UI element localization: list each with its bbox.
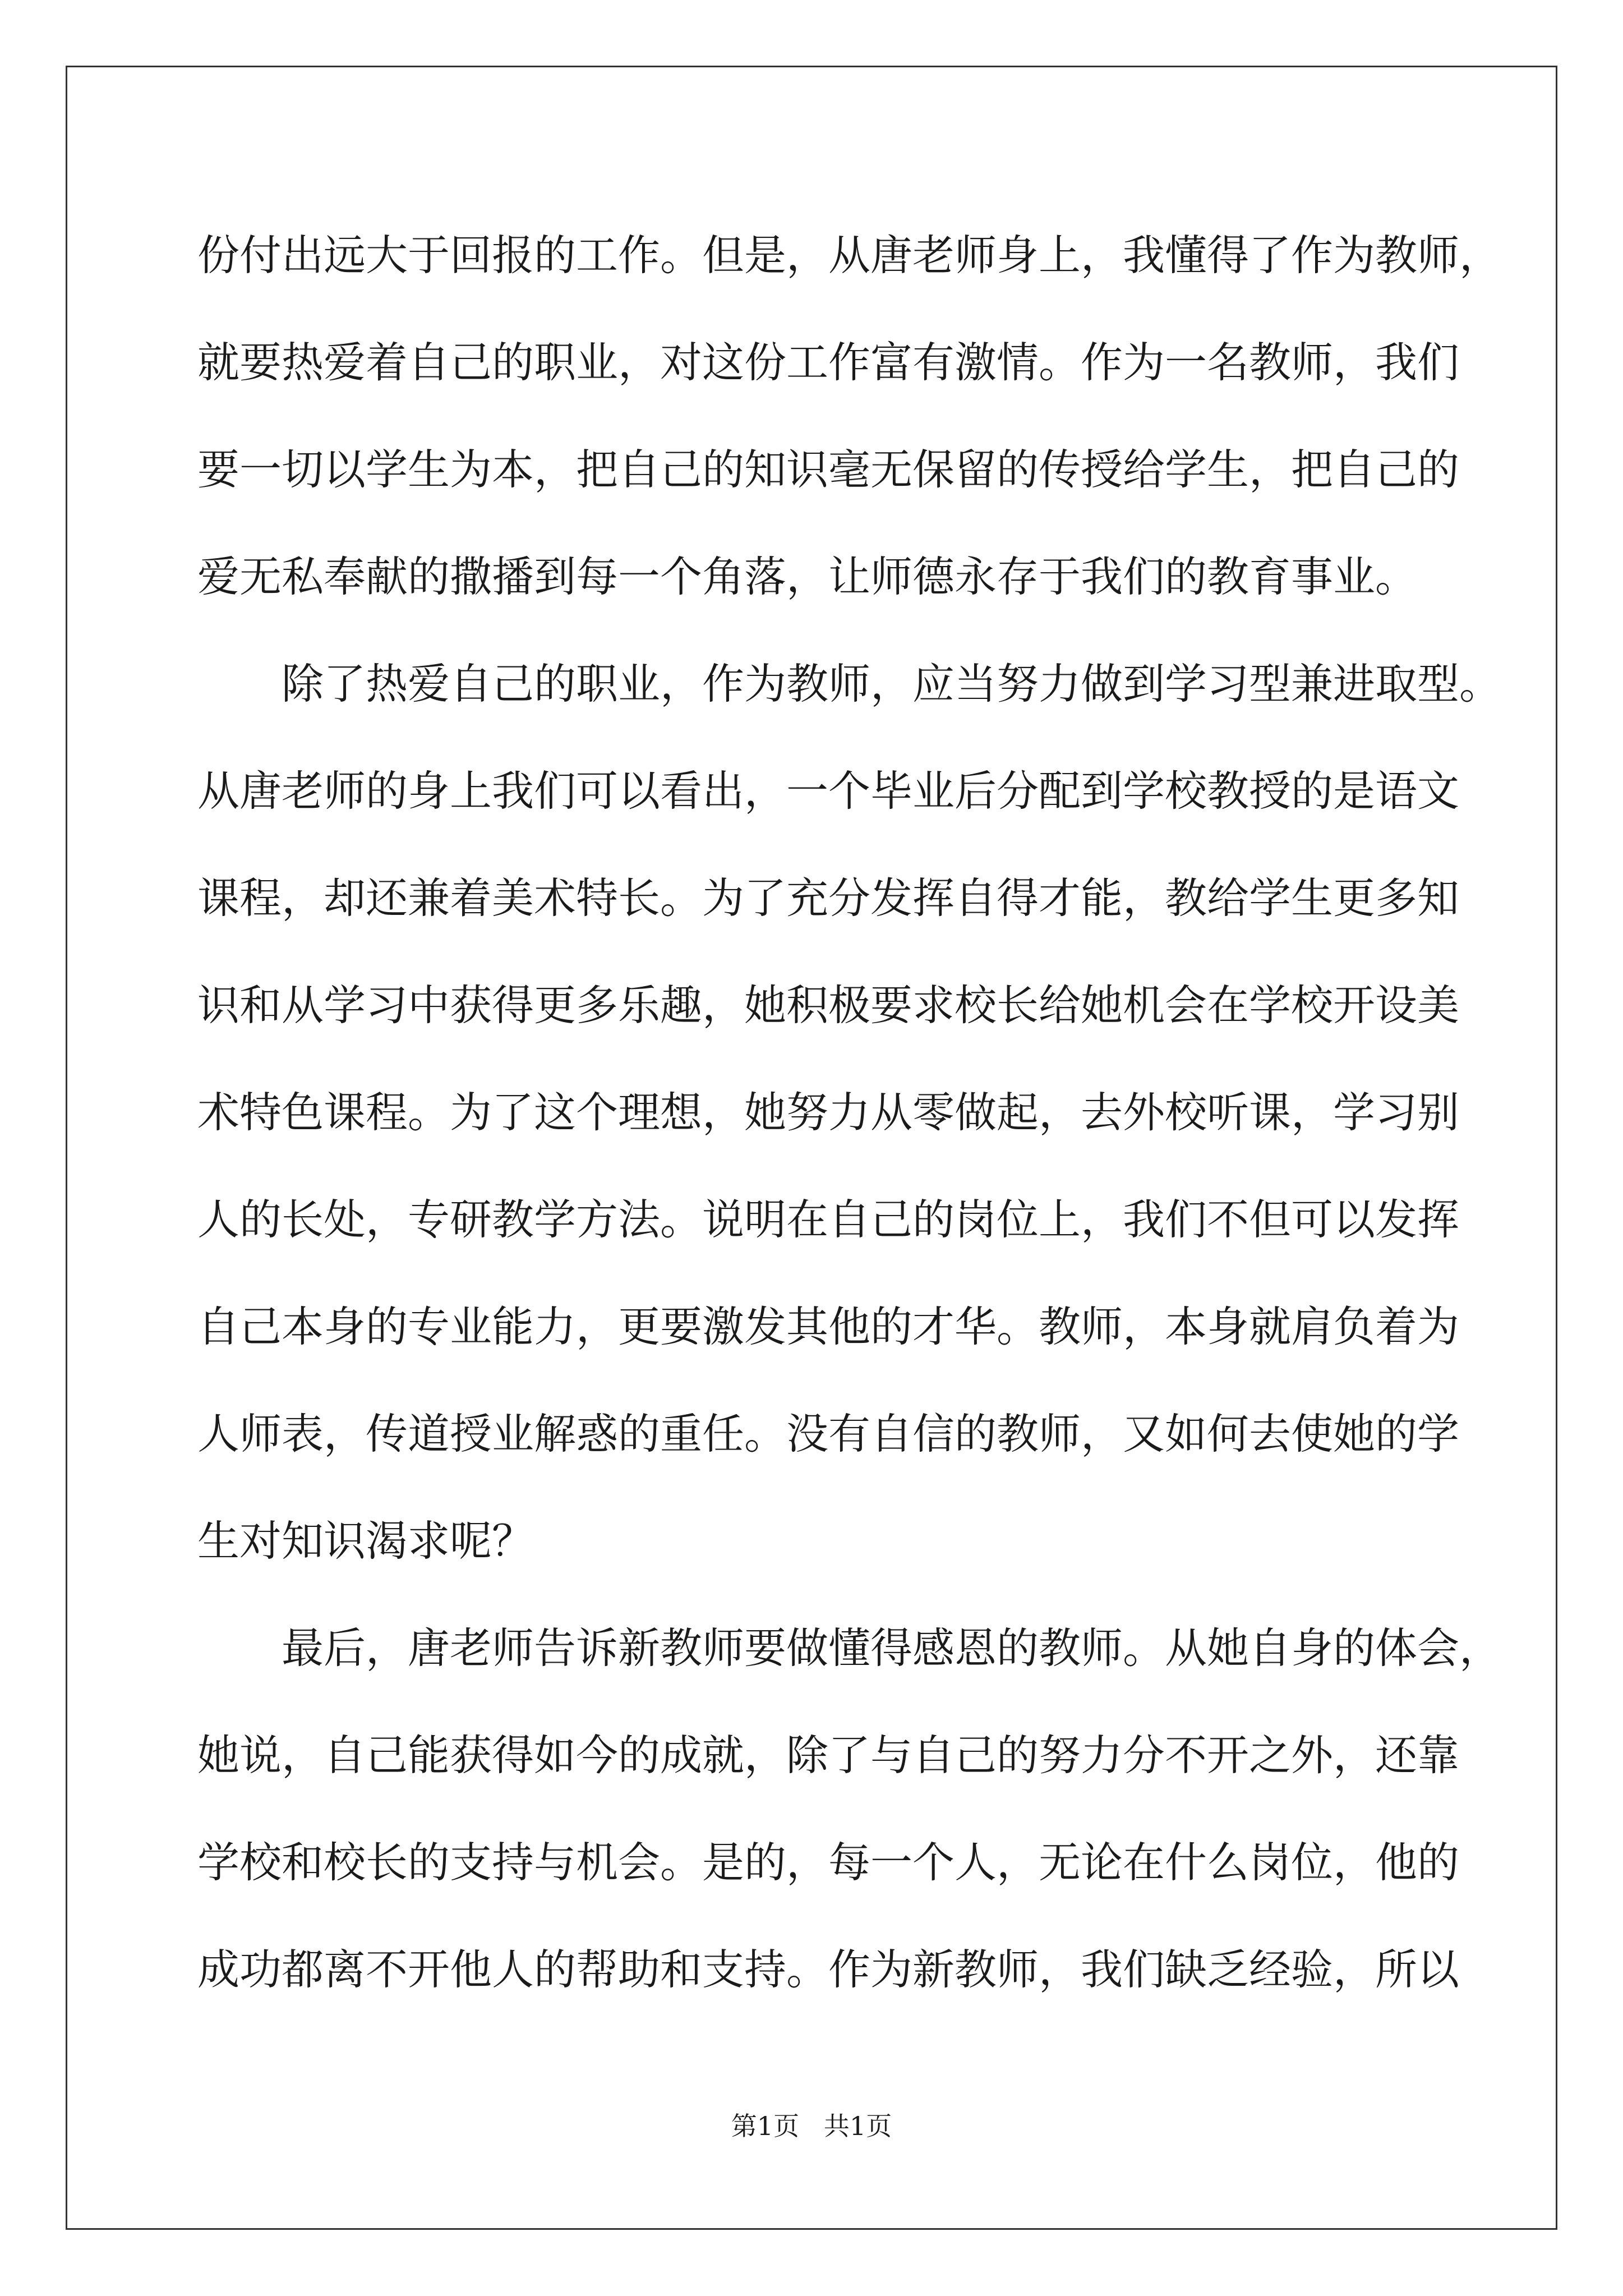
paragraph-first-line: 除了热爱自己的职业，作为教师，应当努力做到学习型兼进取型。 <box>282 659 1502 708</box>
text-line: 生对知识渴求呢？ <box>197 1516 534 1566</box>
page-number-footer: 第1页 共1页 <box>731 2111 892 2141</box>
document-body <box>197 202 1502 2023</box>
text-line: 学校和校长的支持与机会。是的，每一个人，无论在什么岗位，他的 <box>197 1838 1460 1887</box>
paragraph-first-line: 最后，唐老师告诉新教师要做懂得感恩的教师。从她自身的体会， <box>282 1623 1502 1673</box>
text-line: 自己本身的专业能力，更要激发其他的才华。教师，本身就肩负着为 <box>197 1302 1460 1351</box>
text-line: 识和从学习中获得更多乐趣，她积极要求校长给她机会在学校开设美 <box>197 981 1460 1030</box>
text-line: 要一切以学生为本，把自己的知识毫无保留的传授给学生，把自己的 <box>197 445 1460 494</box>
text-line: 术特色课程。为了这个理想，她努力从零做起，去外校听课，学习别 <box>197 1088 1460 1137</box>
text-line: 人的长处，专研教学方法。说明在自己的岗位上，我们不但可以发挥 <box>197 1195 1460 1244</box>
text-line: 份付出远大于回报的工作。但是，从唐老师身上，我懂得了作为教师， <box>197 231 1502 280</box>
text-line: 就要热爱着自己的职业，对这份工作富有激情。作为一名教师，我们 <box>197 338 1460 387</box>
text-line: 成功都离不开他人的帮助和支持。作为新教师，我们缺乏经验，所以 <box>197 1945 1460 1994</box>
text-line: 从唐老师的身上我们可以看出，一个毕业后分配到学校教授的是语文 <box>197 766 1460 816</box>
text-line: 课程，却还兼着美术特长。为了充分发挥自得才能，教给学生更多知 <box>197 873 1460 923</box>
text-line: 爱无私奉献的撒播到每一个角落，让师德永存于我们的教育事业。 <box>197 552 1418 601</box>
text-line: 人师表，传道授业解惑的重任。没有自信的教师，又如何去使她的学 <box>197 1409 1460 1458</box>
text-line: 她说，自己能获得如今的成就，除了与自己的努力分不开之外，还靠 <box>197 1731 1460 1780</box>
